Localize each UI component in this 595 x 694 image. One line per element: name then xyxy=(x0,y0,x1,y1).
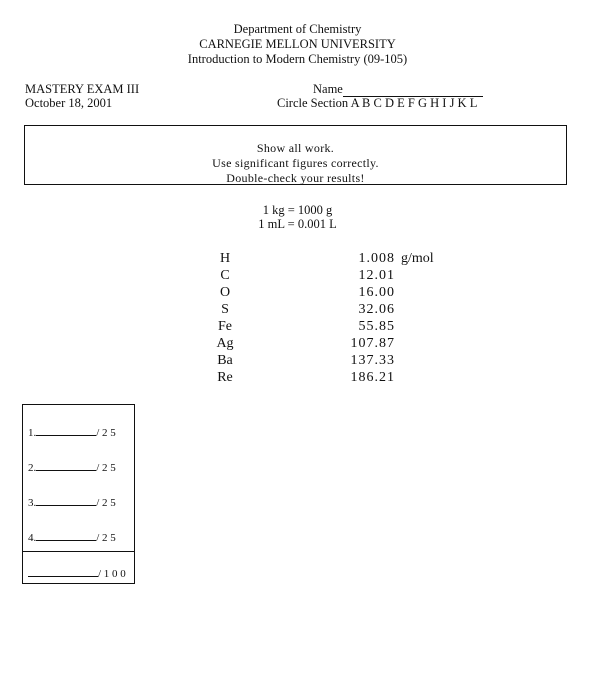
conversion-ml: 1 mL = 0.001 L xyxy=(258,217,337,231)
atomic-mass: 137.33 xyxy=(350,353,395,368)
score-row-4 xyxy=(28,530,116,544)
score-total-divider xyxy=(23,551,134,552)
score-blank[interactable] xyxy=(36,530,96,541)
score-row-1 xyxy=(28,425,116,439)
mass-unit: g/mol xyxy=(401,251,434,266)
score-out-of: / 2 5 xyxy=(96,532,116,544)
element-symbol: Re xyxy=(217,370,233,385)
question-number: 2. xyxy=(28,462,37,474)
score-blank[interactable] xyxy=(36,460,96,471)
instruction-line: Double-check your results! xyxy=(226,171,365,185)
score-out-of: / 2 5 xyxy=(96,427,116,439)
element-symbol: C xyxy=(220,268,230,283)
score-blank[interactable] xyxy=(36,425,96,436)
element-symbol: Ag xyxy=(216,336,234,351)
instruction-line: Use significant figures correctly. xyxy=(212,156,379,170)
atomic-mass: 32.06 xyxy=(358,302,395,317)
atomic-mass: 12.01 xyxy=(358,268,395,283)
total-out-of: / 1 0 0 xyxy=(98,568,126,580)
name-label: Name xyxy=(313,82,343,96)
section-label: Circle Section A B C D E F G H I J K L xyxy=(277,96,478,110)
score-total-row xyxy=(28,566,126,580)
exam-date: October 18, 2001 xyxy=(25,96,113,110)
score-row-3 xyxy=(28,495,116,509)
element-symbol: O xyxy=(219,285,231,300)
score-out-of: / 2 5 xyxy=(96,462,116,474)
atomic-mass: 55.85 xyxy=(358,319,395,334)
instructions-box xyxy=(24,125,567,185)
element-symbol: H xyxy=(219,251,231,266)
element-symbol: S xyxy=(221,302,229,317)
score-out-of: / 2 5 xyxy=(96,497,116,509)
exam-title: MASTERY EXAM III xyxy=(25,82,140,96)
element-symbol: Ba xyxy=(217,353,233,368)
total-score-blank[interactable] xyxy=(28,566,98,577)
score-row-2 xyxy=(28,460,116,474)
atomic-mass: 107.87 xyxy=(350,336,395,351)
atomic-mass: 1.008 xyxy=(358,251,395,266)
element-symbol: Fe xyxy=(218,319,232,334)
name-field-row xyxy=(313,82,483,97)
atomic-mass: 186.21 xyxy=(350,370,395,385)
conversion-kg: 1 kg = 1000 g xyxy=(262,203,333,217)
university-heading: CARNEGIE MELLON UNIVERSITY xyxy=(199,37,396,51)
score-box xyxy=(22,404,135,584)
instruction-line: Show all work. xyxy=(256,141,335,155)
course-heading: Introduction to Modern Chemistry (09-105) xyxy=(187,52,408,66)
question-number: 3. xyxy=(28,497,37,509)
question-number: 4. xyxy=(28,532,37,544)
question-number: 1. xyxy=(28,427,37,439)
department-heading: Department of Chemistry xyxy=(233,22,362,36)
score-blank[interactable] xyxy=(36,495,96,506)
atomic-mass: 16.00 xyxy=(358,285,395,300)
